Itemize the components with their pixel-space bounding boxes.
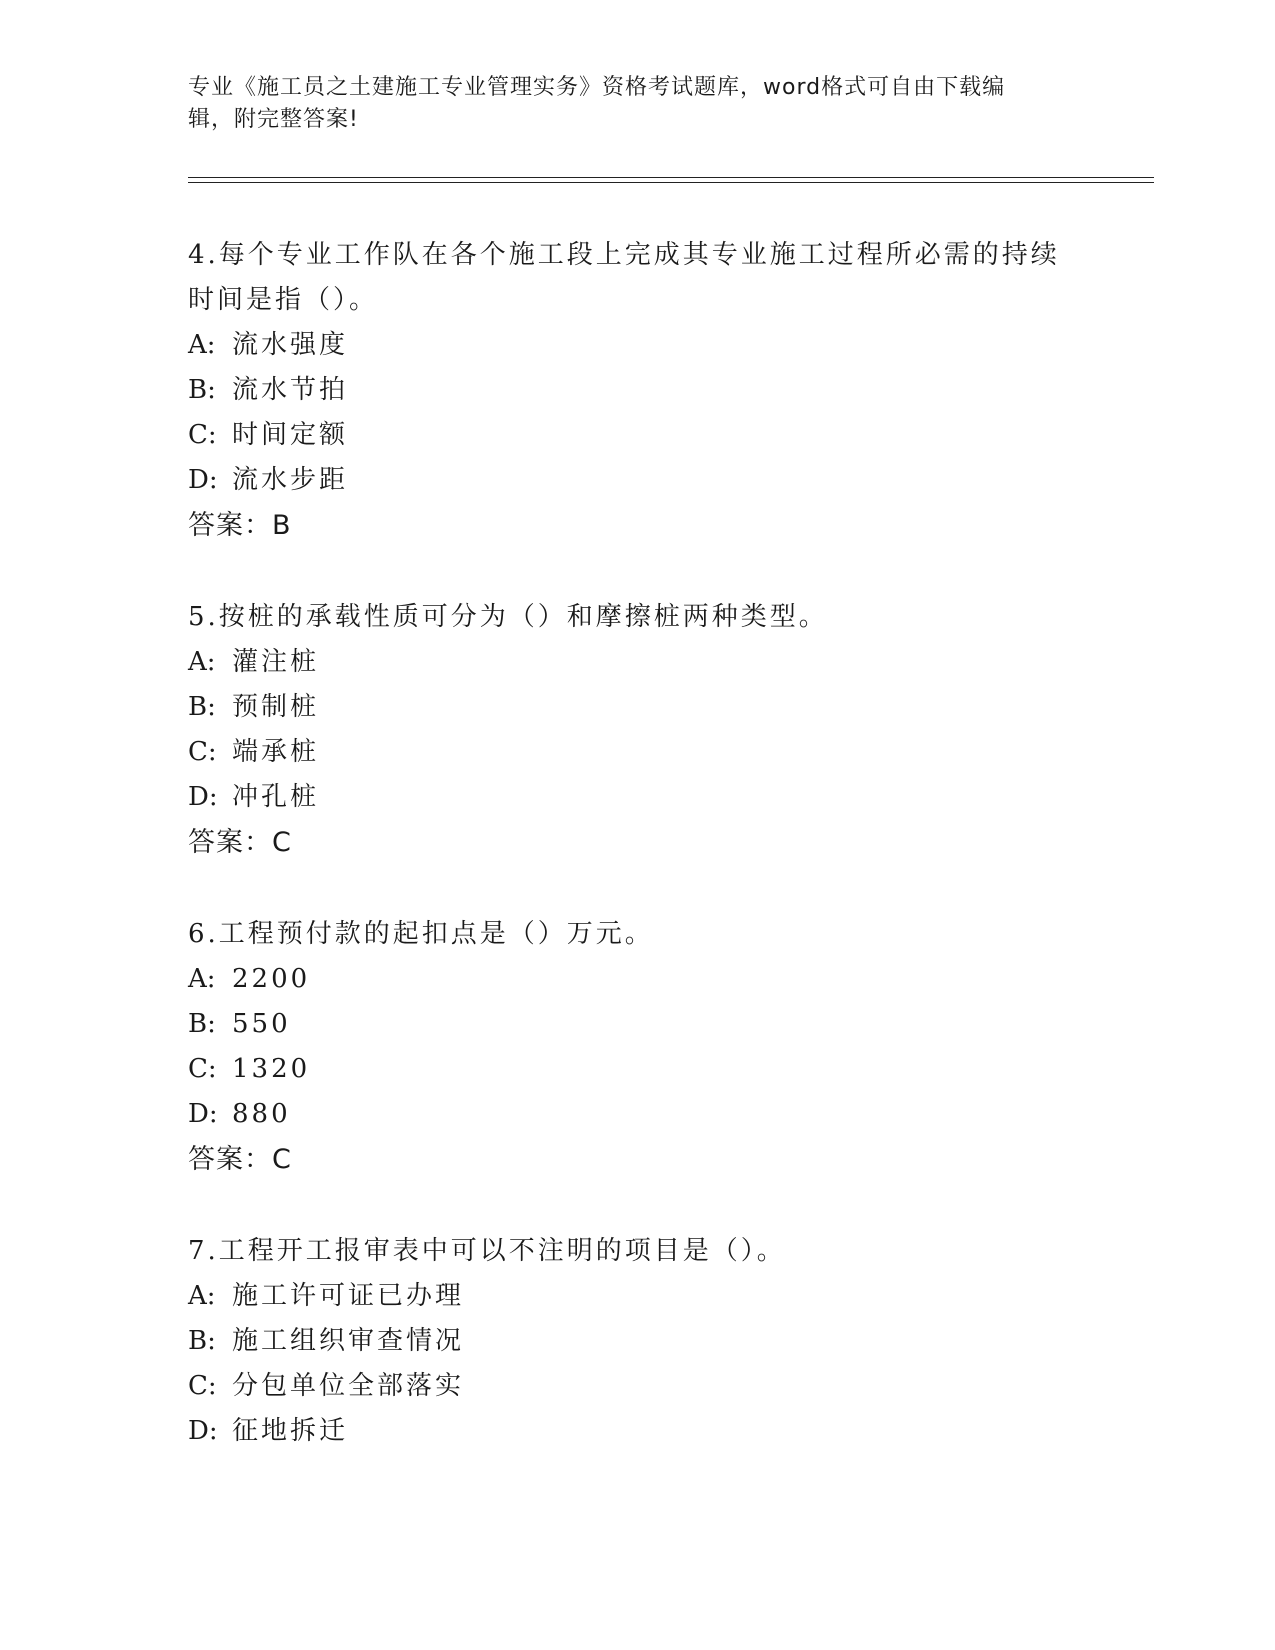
option-key: D: — [188, 1099, 218, 1129]
option-text: 冲孔桩 — [232, 782, 320, 812]
option-key: B: — [188, 1009, 216, 1039]
option-key: B: — [188, 375, 216, 405]
option-c — [188, 1364, 1088, 1409]
option-text: 880 — [232, 1099, 291, 1129]
option-text: 流水强度 — [232, 330, 349, 360]
option-key: D: — [188, 465, 218, 495]
question-stem: 6.工程预付款的起扣点是（）万元。 — [188, 919, 654, 949]
header-line-1: 专业《施工员之土建施工专业管理实务》资格考试题库，word格式可自由下载编 — [188, 75, 1006, 100]
option-text: 预制桩 — [232, 692, 320, 722]
option-text: 施工许可证已办理 — [232, 1281, 465, 1311]
option-a — [188, 957, 1088, 1002]
option-key: C: — [188, 420, 217, 450]
option-key: A: — [188, 1281, 216, 1311]
header-rule-top — [188, 177, 1154, 178]
option-text: 端承桩 — [232, 737, 320, 767]
option-b — [188, 685, 1088, 730]
option-text: 时间定额 — [232, 420, 349, 450]
question-6 — [188, 912, 1088, 1183]
question-4 — [188, 233, 1088, 549]
option-c — [188, 1047, 1088, 1092]
option-b — [188, 1319, 1088, 1364]
option-key: C: — [188, 737, 217, 767]
option-text: 灌注桩 — [232, 647, 320, 677]
option-key: A: — [188, 330, 216, 360]
header-line-2: 辑，附完整答案! — [188, 107, 359, 132]
option-d — [188, 1092, 1088, 1137]
question-stem: 4.每个专业工作队在各个施工段上完成其专业施工过程所必需的持续 — [188, 240, 1060, 270]
header-note — [188, 72, 1068, 136]
option-c — [188, 413, 1088, 458]
option-a — [188, 323, 1088, 368]
option-a — [188, 640, 1088, 685]
question-5 — [188, 595, 1088, 866]
option-key: C: — [188, 1371, 217, 1401]
option-text: 流水节拍 — [232, 375, 349, 405]
answer-line: 答案：C — [188, 827, 292, 858]
question-stem: 7.工程开工报审表中可以不注明的项目是（）。 — [188, 1236, 786, 1266]
option-d — [188, 1409, 1088, 1454]
option-text: 1320 — [232, 1054, 311, 1084]
option-key: D: — [188, 1416, 218, 1446]
option-key: A: — [188, 964, 216, 994]
option-text: 550 — [232, 1009, 291, 1039]
option-b — [188, 1002, 1088, 1047]
option-key: B: — [188, 692, 216, 722]
answer-line: 答案：B — [188, 510, 292, 541]
question-stem: 5.按桩的承载性质可分为（）和摩擦桩两种类型。 — [188, 602, 828, 632]
option-text: 流水步距 — [232, 465, 349, 495]
option-key: D: — [188, 782, 218, 812]
header-rule-bottom — [188, 182, 1154, 183]
option-key: C: — [188, 1054, 217, 1084]
option-d — [188, 458, 1088, 503]
option-text: 征地拆迁 — [232, 1416, 349, 1446]
question-list — [188, 233, 1088, 1500]
option-b — [188, 368, 1088, 413]
question-7 — [188, 1229, 1088, 1454]
option-c — [188, 730, 1088, 775]
option-d — [188, 775, 1088, 820]
option-text: 2200 — [232, 964, 311, 994]
option-key: A: — [188, 647, 216, 677]
option-key: B: — [188, 1326, 216, 1356]
option-text: 施工组织审查情况 — [232, 1326, 465, 1356]
option-text: 分包单位全部落实 — [232, 1371, 465, 1401]
option-a — [188, 1274, 1088, 1319]
question-stem-continued: 时间是指（）。 — [188, 285, 379, 315]
answer-line: 答案：C — [188, 1144, 292, 1175]
